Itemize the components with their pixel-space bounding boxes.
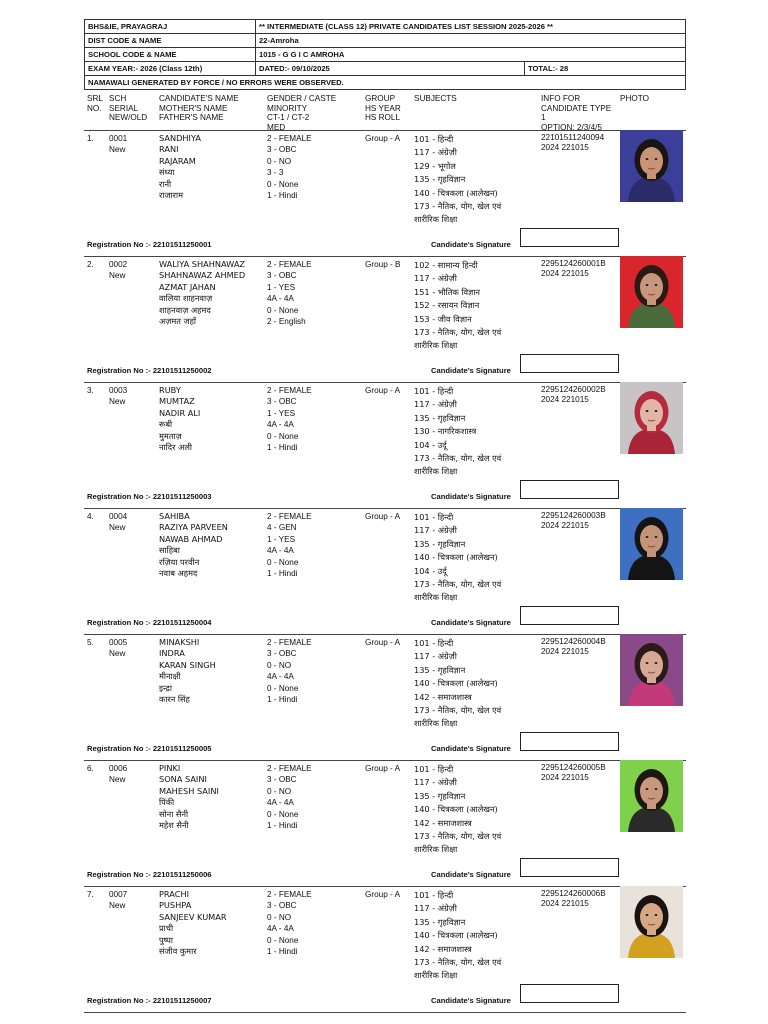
list-title: ** INTERMEDIATE (CLASS 12) PRIVATE CANDIDATES LIST SESSION 2025-2026 ** [256, 20, 686, 34]
name-line: SANDHIYA [159, 133, 201, 143]
registration-number [87, 743, 212, 754]
name-line: INDRA [159, 648, 185, 659]
registration-label: Registration No :- [87, 996, 153, 1005]
detail-line: 1 - Hindi [267, 191, 298, 201]
candidate-record [84, 257, 686, 383]
name-line: KARAN SINGH [159, 659, 216, 670]
candidate-photo [620, 130, 683, 202]
subject-line: 117 - अंग्रेज़ी [414, 147, 457, 158]
candidate-record [84, 131, 686, 257]
registration-number [87, 491, 212, 502]
subject-line: 101 - हिन्दी [414, 512, 454, 522]
detail-line: 0 - None [267, 809, 299, 819]
col-group: GROUP HS YEAR HS ROLL [365, 94, 401, 123]
detail-line: 1 - Hindi [267, 947, 298, 957]
srl-no: 3. [87, 386, 94, 395]
subject-line: 101 - हिन्दी [414, 764, 454, 774]
srl-no: 7. [87, 890, 94, 899]
candidate-details [267, 889, 312, 957]
subjects [414, 385, 501, 479]
col-gender: GENDER / CASTE MINORITY CT-1 / CT-2 MED [267, 94, 337, 132]
candidate-record [84, 509, 686, 635]
name-line: रज़िया परवीन [159, 556, 200, 567]
board-name: BHS&IE, PRAYAGRAJ [85, 20, 256, 34]
name-line: MAHESH SAINI [159, 785, 219, 796]
subject-line: 140 - चित्रकला (आलेखन) [414, 187, 498, 198]
candidate-details [267, 763, 312, 831]
group: Group - A [365, 638, 401, 647]
name-line: महेश सैनी [159, 820, 189, 831]
name-line: वालिया शाहनवाज़ [159, 293, 213, 304]
serial-number: 0003 [109, 386, 128, 395]
signature-box[interactable] [520, 858, 619, 877]
srl-no: 1. [87, 134, 94, 143]
subject-line: 173 - नैतिक, योग, खेल एवं [414, 453, 502, 464]
group: Group - A [365, 386, 401, 395]
info-line: 2024 221015 [541, 773, 589, 782]
candidate-info [541, 763, 606, 783]
candidate-record [84, 383, 686, 509]
candidate-record [84, 887, 686, 1013]
namawali-sheet [84, 19, 686, 1013]
detail-line: 2 - FEMALE [267, 764, 312, 773]
subject-line: 117 - अंग्रेज़ी [414, 273, 457, 284]
col-info: INFO FOR CANDIDATE TYPE 1 OPTION: 2/3/4/5 [541, 94, 612, 132]
info-line: 2024 221015 [541, 899, 589, 908]
subject-line: 173 - नैतिक, योग, खेल एवं [414, 957, 502, 968]
serial-status: New [109, 397, 126, 407]
subject-line: 135 - गृहविज्ञान [414, 412, 466, 423]
subjects [414, 259, 501, 353]
detail-line: 2 - FEMALE [267, 512, 312, 521]
candidate-details [267, 511, 312, 579]
signature-box[interactable] [520, 984, 619, 1003]
detail-line: 2 - FEMALE [267, 260, 312, 269]
signature-label: Candidate's Signature [431, 996, 511, 1005]
name-line: प्राची [159, 923, 174, 934]
candidate-photo [620, 508, 683, 580]
detail-line: 3 - OBC [267, 901, 297, 911]
detail-line: 0 - NO [267, 156, 292, 166]
sch-serial [109, 385, 127, 408]
candidate-names [159, 889, 227, 957]
candidate-names [159, 637, 216, 705]
detail-line: 0 - None [267, 431, 299, 441]
candidate-photo [620, 760, 683, 832]
candidate-record [84, 635, 686, 761]
signature-label: Candidate's Signature [431, 618, 511, 627]
subject-line: शारीरिक शिक्षा [414, 844, 458, 855]
subjects [414, 511, 501, 605]
registration-label: Registration No :- [87, 240, 153, 249]
group: Group - A [365, 512, 401, 521]
detail-line: 2 - FEMALE [267, 638, 312, 647]
name-line: इन्द्रा [159, 682, 173, 693]
info-line: 22101511240094 [541, 133, 605, 142]
info-line: 2024 221015 [541, 395, 589, 404]
sch-serial [109, 133, 127, 156]
col-sch: SCH SERIAL NEW/OLD [109, 94, 148, 123]
candidate-info [541, 637, 606, 657]
group: Group - A [365, 134, 401, 143]
detail-line: 4A - 4A [267, 924, 294, 934]
header-table [84, 19, 686, 90]
info-line: 2295124260005B [541, 763, 606, 772]
candidate-photo [620, 256, 683, 328]
serial-status: New [109, 901, 126, 911]
group: Group - B [365, 260, 401, 269]
subject-line: 140 - चित्रकला (आलेखन) [414, 804, 498, 815]
info-line: 2295124260002B [541, 385, 606, 394]
subject-line: 140 - चित्रकला (आलेखन) [414, 552, 498, 563]
subject-line: 140 - चित्रकला (आलेखन) [414, 930, 498, 941]
signature-label: Candidate's Signature [431, 240, 511, 249]
signature-label: Candidate's Signature [431, 492, 511, 501]
subject-line: 142 - समाजशास्त्र [414, 691, 472, 702]
subjects [414, 763, 501, 857]
serial-status: New [109, 523, 126, 533]
candidate-photo [620, 382, 683, 454]
srl-no: 4. [87, 512, 94, 521]
dated: DATED:- 09/10/2025 [256, 62, 525, 76]
name-line: WALIYA SHAHNAWAZ [159, 259, 246, 269]
candidate-record [84, 761, 686, 887]
detail-line: 1 - YES [267, 408, 296, 418]
name-line: मुमताज़ [159, 430, 182, 441]
registration-label: Registration No :- [87, 744, 153, 753]
serial-number: 0007 [109, 890, 128, 899]
subject-line: 104 - उर्दू [414, 565, 447, 576]
detail-line: 0 - NO [267, 786, 292, 796]
name-line: नवाब अहमद [159, 568, 198, 579]
candidate-photo [620, 886, 683, 958]
detail-line: 4A - 4A [267, 798, 294, 808]
subject-line: 152 - रसायन विज्ञान [414, 300, 480, 311]
detail-line: 1 - YES [267, 282, 296, 292]
name-line: रूबी [159, 419, 173, 430]
exam-year: EXAM YEAR:- 2026 (Class 12th) [85, 62, 256, 76]
info-line: 2024 221015 [541, 647, 589, 656]
subject-line: 129 - भूगोल [414, 160, 456, 171]
detail-line: 0 - None [267, 305, 299, 315]
detail-line: 3 - OBC [267, 271, 297, 281]
subject-line: शारीरिक शिक्षा [414, 214, 458, 225]
subject-line: शारीरिक शिक्षा [414, 718, 458, 729]
detail-line: 3 - OBC [267, 775, 297, 785]
registration-number [87, 617, 212, 628]
signature-box[interactable] [520, 606, 619, 625]
name-line: PRACHI [159, 889, 190, 899]
sch-serial [109, 259, 127, 282]
subject-line: 135 - गृहविज्ञान [414, 916, 466, 927]
name-line: RUBY [159, 385, 181, 395]
subject-line: 101 - हिन्दी [414, 386, 454, 396]
detail-line: 1 - Hindi [267, 569, 298, 579]
subjects [414, 889, 501, 983]
subject-line: 101 - हिन्दी [414, 890, 454, 900]
name-line: PUSHPA [159, 900, 192, 911]
candidate-info [541, 889, 606, 909]
detail-line: 1 - Hindi [267, 443, 298, 453]
subjects [414, 133, 501, 227]
candidate-list [84, 131, 686, 1013]
serial-number: 0002 [109, 260, 128, 269]
detail-line: 4A - 4A [267, 294, 294, 304]
registration-label: Registration No :- [87, 870, 153, 879]
name-line: रानी [159, 178, 172, 189]
subject-line: 135 - गृहविज्ञान [414, 664, 466, 675]
name-line: नादिर अली [159, 442, 193, 453]
name-line: मीनाक्षी [159, 671, 181, 682]
name-line: संजीव कुमार [159, 946, 197, 957]
subject-line: 101 - हिन्दी [414, 638, 454, 648]
registration-number [87, 365, 212, 376]
detail-line: 4A - 4A [267, 546, 294, 556]
subject-line: 173 - नैतिक, योग, खेल एवं [414, 327, 502, 338]
subject-line: 142 - समाजशास्त्र [414, 817, 472, 828]
col-photo: PHOTO [620, 94, 649, 103]
serial-number: 0001 [109, 134, 128, 143]
name-line: राजाराम [159, 190, 184, 201]
signature-box[interactable] [520, 354, 619, 373]
candidate-info [541, 259, 606, 279]
serial-status: New [109, 145, 126, 155]
name-line: SANJEEV KUMAR [159, 911, 227, 922]
detail-line: 4A - 4A [267, 672, 294, 682]
detail-line: 3 - 3 [267, 168, 284, 178]
serial-number: 0005 [109, 638, 128, 647]
registration-value: 22101511250005 [152, 744, 212, 753]
registration-value: 22101511250004 [152, 618, 212, 627]
name-line: SAHIBA [159, 511, 190, 521]
school-label: SCHOOL CODE & NAME [85, 48, 256, 62]
name-line: AZMAT JAHAN [159, 281, 216, 292]
column-headers [84, 90, 686, 131]
info-line: 2024 221015 [541, 521, 589, 530]
registration-value: 22101511250001 [152, 240, 212, 249]
serial-number: 0004 [109, 512, 128, 521]
candidate-info [541, 385, 606, 405]
candidate-names [159, 385, 200, 453]
candidate-names [159, 259, 245, 327]
candidate-details [267, 385, 312, 453]
sch-serial [109, 511, 127, 534]
detail-line: 0 - None [267, 935, 299, 945]
info-line: 2024 221015 [541, 269, 589, 278]
candidate-photo [620, 634, 683, 706]
name-line: SONA SAINI [159, 774, 207, 785]
srl-no: 5. [87, 638, 94, 647]
registration-value: 22101511250006 [152, 870, 212, 879]
registration-value: 22101511250003 [152, 492, 212, 501]
col-subjects: SUBJECTS [414, 94, 457, 103]
subject-line: 102 - सामान्य हिन्दी [414, 260, 478, 270]
detail-line: 2 - FEMALE [267, 134, 312, 143]
name-line: पुष्पा [159, 934, 174, 945]
name-line: RANI [159, 144, 179, 155]
subject-line: शारीरिक शिक्षा [414, 592, 458, 603]
subject-line: 173 - नैतिक, योग, खेल एवं [414, 579, 502, 590]
sch-serial [109, 889, 127, 912]
subject-line: 101 - हिन्दी [414, 134, 454, 144]
serial-number: 0006 [109, 764, 128, 773]
detail-line: 1 - YES [267, 534, 296, 544]
subject-line: 153 - जीव विज्ञान [414, 313, 472, 324]
total-count: TOTAL:- 28 [525, 62, 686, 76]
info-line: 2295124260006B [541, 889, 606, 898]
name-line: RAZIYA PARVEEN [159, 522, 228, 533]
subject-line: 140 - चित्रकला (आलेखन) [414, 678, 498, 689]
subject-line: 173 - नैतिक, योग, खेल एवं [414, 705, 502, 716]
candidate-names [159, 763, 219, 831]
signature-box[interactable] [520, 228, 619, 247]
dist-label: DIST CODE & NAME [85, 34, 256, 48]
subject-line: 117 - अंग्रेज़ी [414, 903, 457, 914]
srl-no: 2. [87, 260, 94, 269]
signature-label: Candidate's Signature [431, 744, 511, 753]
subject-line: 117 - अंग्रेज़ी [414, 777, 457, 788]
detail-line: 3 - OBC [267, 649, 297, 659]
subject-line: 173 - नैतिक, योग, खेल एवं [414, 831, 502, 842]
serial-status: New [109, 649, 126, 659]
name-line: MINAKSHI [159, 637, 200, 647]
subject-line: 117 - अंग्रेज़ी [414, 525, 457, 536]
detail-line: 1 - Hindi [267, 695, 298, 705]
info-line: 2024 221015 [541, 143, 589, 152]
subject-line: 130 - नागरिकशास्त्र [414, 426, 477, 437]
candidate-details [267, 133, 312, 201]
school-value: 1015 - G G I C AMROHA [256, 48, 686, 62]
detail-line: 3 - OBC [267, 145, 297, 155]
group: Group - A [365, 890, 401, 899]
detail-line: 2 - FEMALE [267, 386, 312, 395]
col-srl: SRL NO. [87, 94, 103, 113]
candidate-info [541, 133, 604, 153]
signature-box[interactable] [520, 480, 619, 499]
registration-number [87, 239, 212, 250]
detail-line: 0 - NO [267, 660, 292, 670]
detail-line: 0 - None [267, 683, 299, 693]
registration-value: 22101511250002 [152, 366, 212, 375]
signature-box[interactable] [520, 732, 619, 751]
candidate-details [267, 259, 312, 327]
name-line: SHAHNAWAZ AHMED [159, 270, 246, 281]
subject-line: 117 - अंग्रेज़ी [414, 399, 457, 410]
subject-line: 135 - गृहविज्ञान [414, 538, 466, 549]
generation-note: NAMAWALI GENERATED BY FORCE / NO ERRORS WERE OBSERVED. [85, 76, 686, 90]
signature-label: Candidate's Signature [431, 366, 511, 375]
info-line: 2295124260003B [541, 511, 606, 520]
name-line: संध्या [159, 167, 175, 178]
group: Group - A [365, 764, 401, 773]
registration-label: Registration No :- [87, 492, 153, 501]
signature-label: Candidate's Signature [431, 870, 511, 879]
sch-serial [109, 763, 127, 786]
subject-line: 104 - उर्दू [414, 439, 447, 450]
registration-number [87, 995, 212, 1006]
detail-line: 0 - None [267, 179, 299, 189]
name-line: शाहनवाज़ अहमद [159, 304, 211, 315]
registration-number [87, 869, 212, 880]
subject-line: 173 - नैतिक, योग, खेल एवं [414, 201, 502, 212]
col-name: CANDIDATE'S NAME MOTHER'S NAME FATHER'S NAME [159, 94, 239, 123]
subject-line: 135 - गृहविज्ञान [414, 174, 466, 185]
candidate-names [159, 133, 201, 201]
subject-line: 117 - अंग्रेज़ी [414, 651, 457, 662]
subject-line: शारीरिक शिक्षा [414, 970, 458, 981]
srl-no: 6. [87, 764, 94, 773]
name-line: सोना सैनी [159, 808, 189, 819]
detail-line: 3 - OBC [267, 397, 297, 407]
subject-line: 142 - समाजशास्त्र [414, 943, 472, 954]
info-line: 2295124260001B [541, 259, 606, 268]
registration-label: Registration No :- [87, 366, 153, 375]
candidate-names [159, 511, 228, 579]
name-line: NADIR ALI [159, 407, 201, 418]
candidate-info [541, 511, 606, 531]
name-line: कारन सिंह [159, 694, 190, 705]
detail-line: 4A - 4A [267, 420, 294, 430]
registration-value: 22101511250007 [152, 996, 212, 1005]
dist-value: 22-Amroha [256, 34, 686, 48]
detail-line: 4 - GEN [267, 523, 297, 533]
info-line: 2295124260004B [541, 637, 606, 646]
name-line: अज़मत जहाँ [159, 316, 197, 327]
candidate-details [267, 637, 312, 705]
sch-serial [109, 637, 127, 660]
subject-line: 151 - भौतिक विज्ञान [414, 286, 480, 297]
subject-line: शारीरिक शिक्षा [414, 340, 458, 351]
name-line: PINKI [159, 763, 181, 773]
detail-line: 2 - FEMALE [267, 890, 312, 899]
name-line: साहिबा [159, 545, 180, 556]
serial-status: New [109, 775, 126, 785]
detail-line: 1 - Hindi [267, 821, 298, 831]
name-line: RAJARAM [159, 155, 196, 166]
serial-status: New [109, 271, 126, 281]
detail-line: 0 - NO [267, 912, 292, 922]
detail-line: 0 - None [267, 557, 299, 567]
detail-line: 2 - English [267, 317, 306, 327]
name-line: NAWAB AHMAD [159, 533, 223, 544]
registration-label: Registration No :- [87, 618, 153, 627]
subject-line: शारीरिक शिक्षा [414, 466, 458, 477]
name-line: पिंकी [159, 797, 175, 808]
name-line: MUMTAZ [159, 396, 195, 407]
subjects [414, 637, 501, 731]
subject-line: 135 - गृहविज्ञान [414, 790, 466, 801]
